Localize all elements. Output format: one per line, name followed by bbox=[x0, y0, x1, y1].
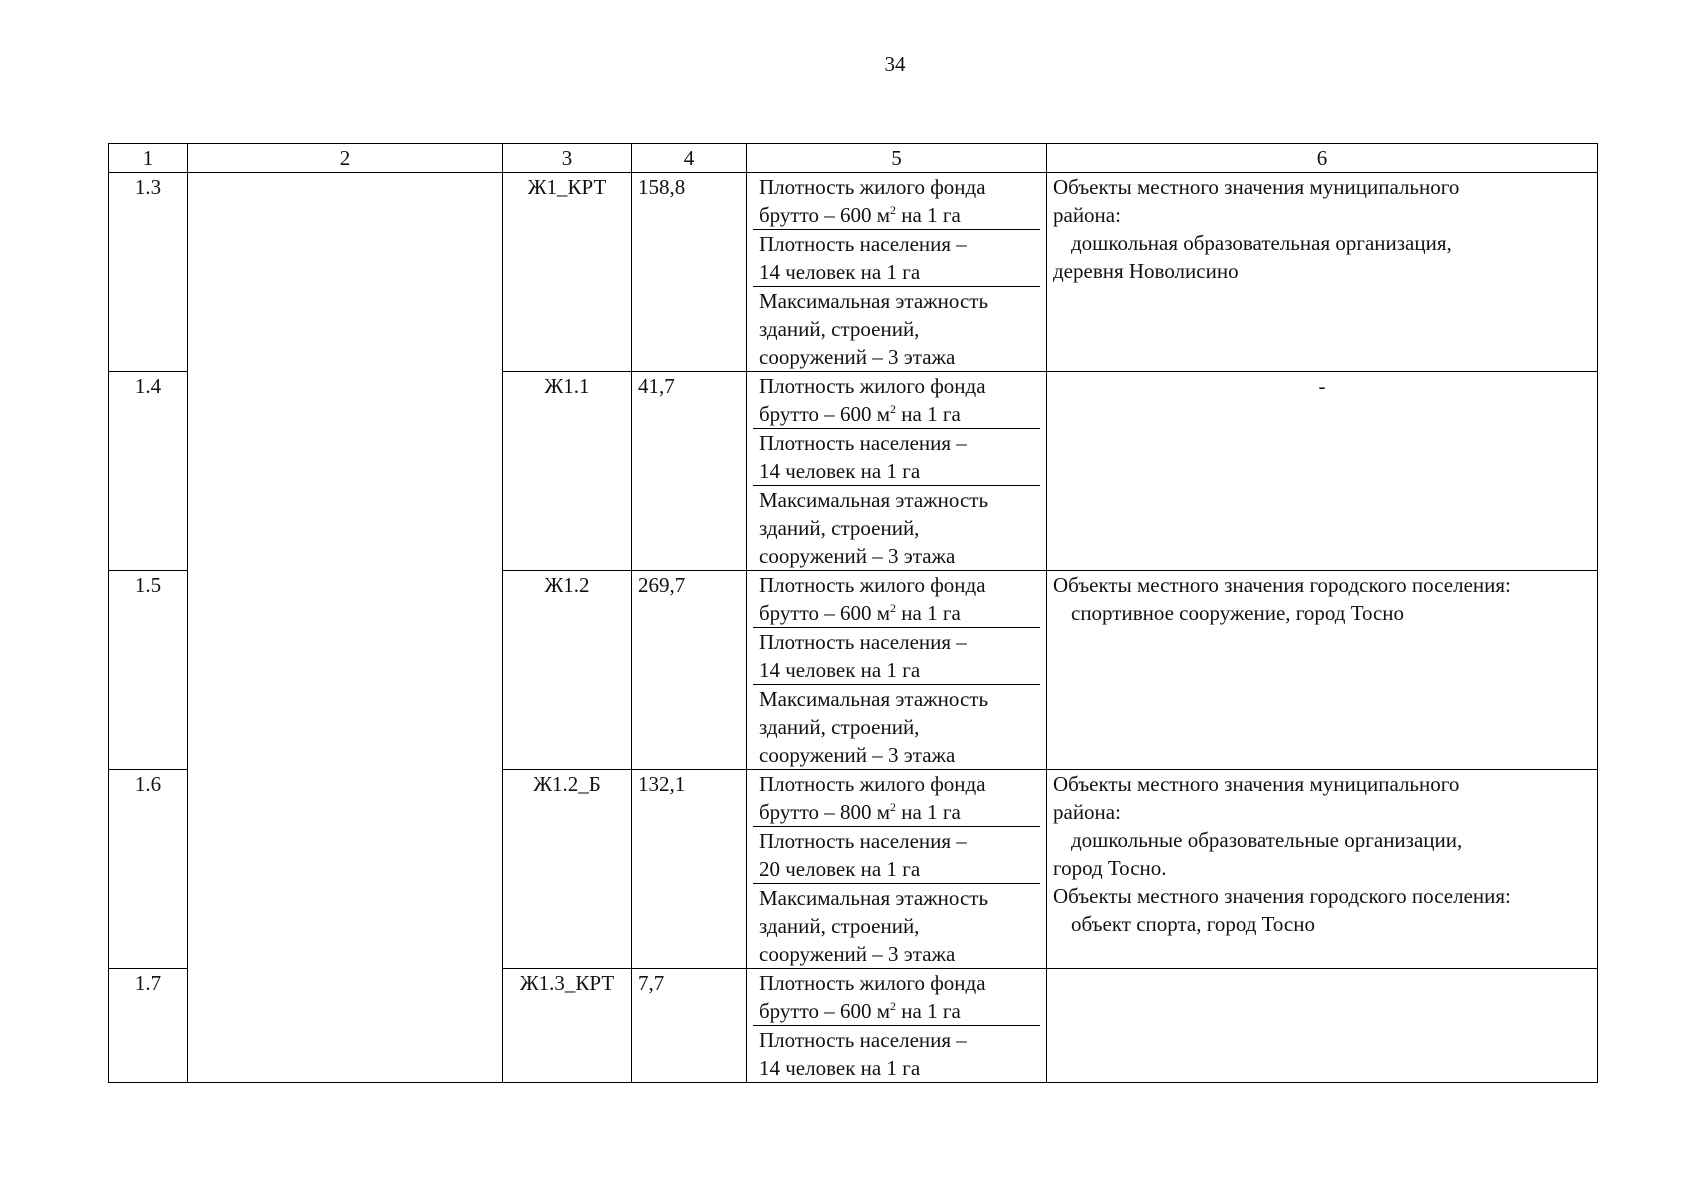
zone-code: Ж1.2_Б bbox=[503, 770, 632, 969]
parameter-line bbox=[759, 798, 1034, 826]
parameter-line: зданий, строений, bbox=[759, 317, 920, 341]
parameter-line: Плотность населения – bbox=[759, 431, 967, 455]
parameter-line: 14 человек на 1 га bbox=[759, 1056, 921, 1080]
parameter-line: Плотность жилого фонда bbox=[759, 175, 986, 199]
parameter-line bbox=[759, 201, 1034, 229]
parameter-text: на 1 га bbox=[896, 800, 961, 824]
objects-cell bbox=[1047, 969, 1598, 1083]
parameter-line: сооружений – 3 этажа bbox=[759, 743, 956, 767]
parameter-line: сооружений – 3 этажа bbox=[759, 345, 956, 369]
parameter-line bbox=[759, 599, 1034, 627]
parameter-line: Плотность населения – bbox=[759, 829, 967, 853]
object-line: объект спорта, город Тосно bbox=[1071, 912, 1315, 936]
objects-cell bbox=[1047, 571, 1598, 770]
parameter-item bbox=[753, 287, 1040, 371]
parameter-item bbox=[753, 770, 1040, 827]
zone-code: Ж1.3_КРТ bbox=[503, 969, 632, 1083]
zone-area: 269,7 bbox=[632, 571, 747, 770]
column-header: 2 bbox=[188, 144, 503, 173]
parameter-line bbox=[759, 400, 1034, 428]
zone-area: 41,7 bbox=[632, 372, 747, 571]
object-line: деревня Новолисино bbox=[1053, 259, 1239, 283]
parameters-cell bbox=[747, 173, 1047, 372]
object-line: дошкольная образовательная организация, bbox=[1071, 231, 1452, 255]
page-number: 34 bbox=[884, 52, 906, 76]
zone-code: Ж1.1 bbox=[503, 372, 632, 571]
superscript: 2 bbox=[890, 999, 897, 1013]
zone-code: Ж1_КРТ bbox=[503, 173, 632, 372]
object-line: района: bbox=[1053, 203, 1121, 227]
parameter-line: Плотность населения – bbox=[759, 1028, 967, 1052]
superscript: 2 bbox=[890, 800, 897, 814]
parameter-line: Плотность жилого фонда bbox=[759, 573, 986, 597]
parameter-line: Плотность жилого фонда bbox=[759, 971, 986, 995]
empty-dash: - bbox=[1318, 374, 1326, 398]
parameter-text: на 1 га bbox=[896, 203, 961, 227]
column-header: 4 bbox=[632, 144, 747, 173]
parameters-cell bbox=[747, 770, 1047, 969]
parameter-line: зданий, строений, bbox=[759, 516, 920, 540]
parameter-item bbox=[753, 173, 1040, 230]
parameter-item bbox=[753, 969, 1040, 1026]
parameter-line: 14 человек на 1 га bbox=[759, 459, 921, 483]
parameter-line: 14 человек на 1 га bbox=[759, 658, 921, 682]
object-line: город Тосно. bbox=[1053, 856, 1167, 880]
parameters-cell bbox=[747, 969, 1047, 1083]
row-number: 1.6 bbox=[109, 770, 188, 969]
object-line: Объекты местного значения муниципального bbox=[1053, 772, 1460, 796]
parameter-line: Максимальная этажность bbox=[759, 488, 989, 512]
parameter-line: Плотность населения – bbox=[759, 630, 967, 654]
object-line: Объекты местного значения городского поселения: bbox=[1053, 884, 1511, 908]
parameter-text: брутто – 600 м bbox=[759, 601, 891, 625]
parameter-item bbox=[753, 1026, 1040, 1082]
zones-table bbox=[108, 143, 1598, 1083]
parameter-text: брутто – 600 м bbox=[759, 402, 891, 426]
row-number: 1.7 bbox=[109, 969, 188, 1083]
table-row bbox=[109, 173, 1598, 372]
parameter-line: 20 человек на 1 га bbox=[759, 857, 921, 881]
zone-area: 132,1 bbox=[632, 770, 747, 969]
parameter-text: брутто – 600 м bbox=[759, 999, 891, 1023]
parameter-item bbox=[753, 685, 1040, 769]
object-line: Объекты местного значения городского поселения: bbox=[1053, 573, 1511, 597]
parameter-line bbox=[759, 997, 1034, 1025]
parameter-text: на 1 га bbox=[896, 999, 961, 1023]
parameter-item bbox=[753, 827, 1040, 884]
zone-code: Ж1.2 bbox=[503, 571, 632, 770]
objects-cell bbox=[1047, 173, 1598, 372]
parameters-cell bbox=[747, 372, 1047, 571]
column-header: 1 bbox=[109, 144, 188, 173]
parameter-line: Максимальная этажность bbox=[759, 687, 989, 711]
parameter-item bbox=[753, 884, 1040, 968]
parameter-line: сооружений – 3 этажа bbox=[759, 544, 956, 568]
zone-area: 7,7 bbox=[632, 969, 747, 1083]
object-line: спортивное сооружение, город Тосно bbox=[1071, 601, 1405, 625]
column-header: 5 bbox=[747, 144, 1047, 173]
column-header: 6 bbox=[1047, 144, 1598, 173]
parameters-cell bbox=[747, 571, 1047, 770]
column-header: 3 bbox=[503, 144, 632, 173]
parameter-item bbox=[753, 429, 1040, 486]
objects-cell bbox=[1047, 770, 1598, 969]
object-line: района: bbox=[1053, 800, 1121, 824]
parameter-text: на 1 га bbox=[896, 601, 961, 625]
parameter-line: Максимальная этажность bbox=[759, 289, 989, 313]
parameter-text: брутто – 600 м bbox=[759, 203, 891, 227]
parameter-line: зданий, строений, bbox=[759, 914, 920, 938]
object-line: дошкольные образовательные организации, bbox=[1071, 828, 1463, 852]
parameter-text: брутто – 800 м bbox=[759, 800, 891, 824]
parameter-line: зданий, строений, bbox=[759, 715, 920, 739]
superscript: 2 bbox=[890, 601, 897, 615]
parameter-text: на 1 га bbox=[896, 402, 961, 426]
row-number: 1.5 bbox=[109, 571, 188, 770]
superscript: 2 bbox=[890, 203, 897, 217]
zone-area: 158,8 bbox=[632, 173, 747, 372]
objects-cell bbox=[1047, 372, 1598, 571]
parameter-line: 14 человек на 1 га bbox=[759, 260, 921, 284]
parameter-line: Плотность населения – bbox=[759, 232, 967, 256]
parameter-item bbox=[753, 628, 1040, 685]
column-2-merged-cell bbox=[188, 173, 503, 1083]
parameter-line: сооружений – 3 этажа bbox=[759, 942, 956, 966]
parameter-item bbox=[753, 571, 1040, 628]
parameter-item bbox=[753, 372, 1040, 429]
parameter-line: Плотность жилого фонда bbox=[759, 772, 986, 796]
row-number: 1.4 bbox=[109, 372, 188, 571]
header-row bbox=[109, 144, 1598, 173]
parameter-item bbox=[753, 486, 1040, 570]
row-number: 1.3 bbox=[109, 173, 188, 372]
superscript: 2 bbox=[890, 402, 897, 416]
parameter-line: Максимальная этажность bbox=[759, 886, 989, 910]
parameter-item bbox=[753, 230, 1040, 287]
parameter-line: Плотность жилого фонда bbox=[759, 374, 986, 398]
object-line: Объекты местного значения муниципального bbox=[1053, 175, 1460, 199]
